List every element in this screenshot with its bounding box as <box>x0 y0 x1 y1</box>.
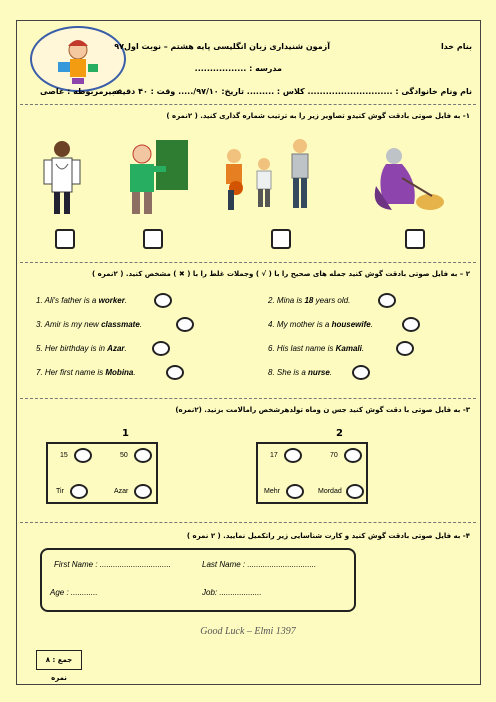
option-month: Mehr <box>264 488 280 495</box>
option-month: Azar <box>114 488 129 495</box>
option-month: Mordad <box>318 488 342 495</box>
q2-instruction: ۲ – به فایل صوتی بادقت گوش کنید جمله های صحیح را با ( √ ) وجملات غلط را با ( ✖ ) مشخص کنید. ( ۲نمره ) <box>92 270 470 278</box>
option-oval[interactable] <box>344 448 362 463</box>
id-card <box>40 548 356 612</box>
q3-instruction: ۳- به فایل صوتی با دقت گوش کنید جس ن وماه تولدهرشخص رامالامت بزنید. (۲نمره) <box>175 406 470 414</box>
sentence-1: 1. Ali's father is a worker. <box>36 296 128 305</box>
q1-answer-box-2[interactable] <box>143 229 163 249</box>
sentence-6: 6. His last name is Kamali. <box>268 344 365 353</box>
divider <box>20 398 476 399</box>
divider <box>20 522 476 523</box>
answer-oval-1[interactable] <box>154 293 172 308</box>
answer-oval-6[interactable] <box>396 341 414 356</box>
sports-picture <box>212 134 324 216</box>
option-day: 15 <box>60 452 68 459</box>
birthday-panel-2 <box>256 442 368 504</box>
divider <box>20 262 476 263</box>
option-month: Tir <box>56 488 64 495</box>
sentence-3: 3. Amir is my new classmate. <box>36 320 143 329</box>
school-logo <box>30 26 126 92</box>
q4-instruction: ۴- به فایل صوتی بادقت گوش کنید و کارت شناسایی زیر راتکمیل نمایید. ( ۲ نمره ) <box>186 532 470 540</box>
answer-oval-2[interactable] <box>378 293 396 308</box>
q1-answer-box-1[interactable] <box>55 229 75 249</box>
first-name-field[interactable]: First Name : ................................ <box>54 560 171 569</box>
age-field[interactable]: Age : ............ <box>50 588 98 597</box>
q1-instruction: ۱- به فایل صوتی بادقت گوش کنیدو تصاویر زیر را به ترتیب شماره گذاری کنید. ( ۲نمره ) <box>166 112 470 120</box>
sentence-8: 8. She is a nurse. <box>268 368 333 377</box>
old-woman-picture <box>356 138 456 218</box>
q1-answer-box-3[interactable] <box>271 229 291 249</box>
answer-oval-5[interactable] <box>152 341 170 356</box>
option-day: 50 <box>120 452 128 459</box>
job-field[interactable]: Job: ................... <box>202 588 262 597</box>
school-field: مدرسه : ................. <box>194 64 282 73</box>
option-oval[interactable] <box>286 484 304 499</box>
answer-oval-3[interactable] <box>176 317 194 332</box>
option-oval[interactable] <box>70 484 88 499</box>
panel-number-1: 1 <box>122 428 129 439</box>
birthday-panel-1 <box>46 442 158 504</box>
option-oval[interactable] <box>74 448 92 463</box>
doctor-picture <box>40 138 84 220</box>
student-line: نام ونام خانوادگی : ............................ کلاس : ......... تاریخ: ۹۷/۱۰/..... وقت : ۴۰ دقیقه <box>112 87 472 96</box>
panel-number-2: 2 <box>336 428 343 439</box>
option-day: 17 <box>270 452 278 459</box>
answer-oval-7[interactable] <box>166 365 184 380</box>
sentence-4: 4. My mother is a housewife. <box>268 320 373 329</box>
q1-answer-box-4[interactable] <box>405 229 425 249</box>
answer-oval-8[interactable] <box>352 365 370 380</box>
exam-title: آزمون شنیداری زبان انگلیسی پایه هشتم – نوبت اول۹۷ <box>114 42 330 51</box>
total-score: جمع : ۸ نمره <box>36 650 82 670</box>
sentence-7: 7. Her first name is Mobina. <box>36 368 136 377</box>
header-title: بنام خدا <box>440 42 472 51</box>
option-oval[interactable] <box>134 484 152 499</box>
teacher-name: دبیرمربوطه : عاصی <box>40 87 119 96</box>
last-name-field[interactable]: Last Name : ............................... <box>202 560 317 569</box>
sentence-2: 2. Mina is 18 years old. <box>268 296 351 305</box>
sentence-5: 5. Her birthday is in Azar. <box>36 344 127 353</box>
footer-signature: Good Luck – Elmi 1397 <box>200 626 296 637</box>
divider <box>20 104 476 105</box>
teacher-picture <box>118 134 190 218</box>
answer-oval-4[interactable] <box>402 317 420 332</box>
option-oval[interactable] <box>346 484 364 499</box>
option-day: 70 <box>330 452 338 459</box>
option-oval[interactable] <box>284 448 302 463</box>
option-oval[interactable] <box>134 448 152 463</box>
